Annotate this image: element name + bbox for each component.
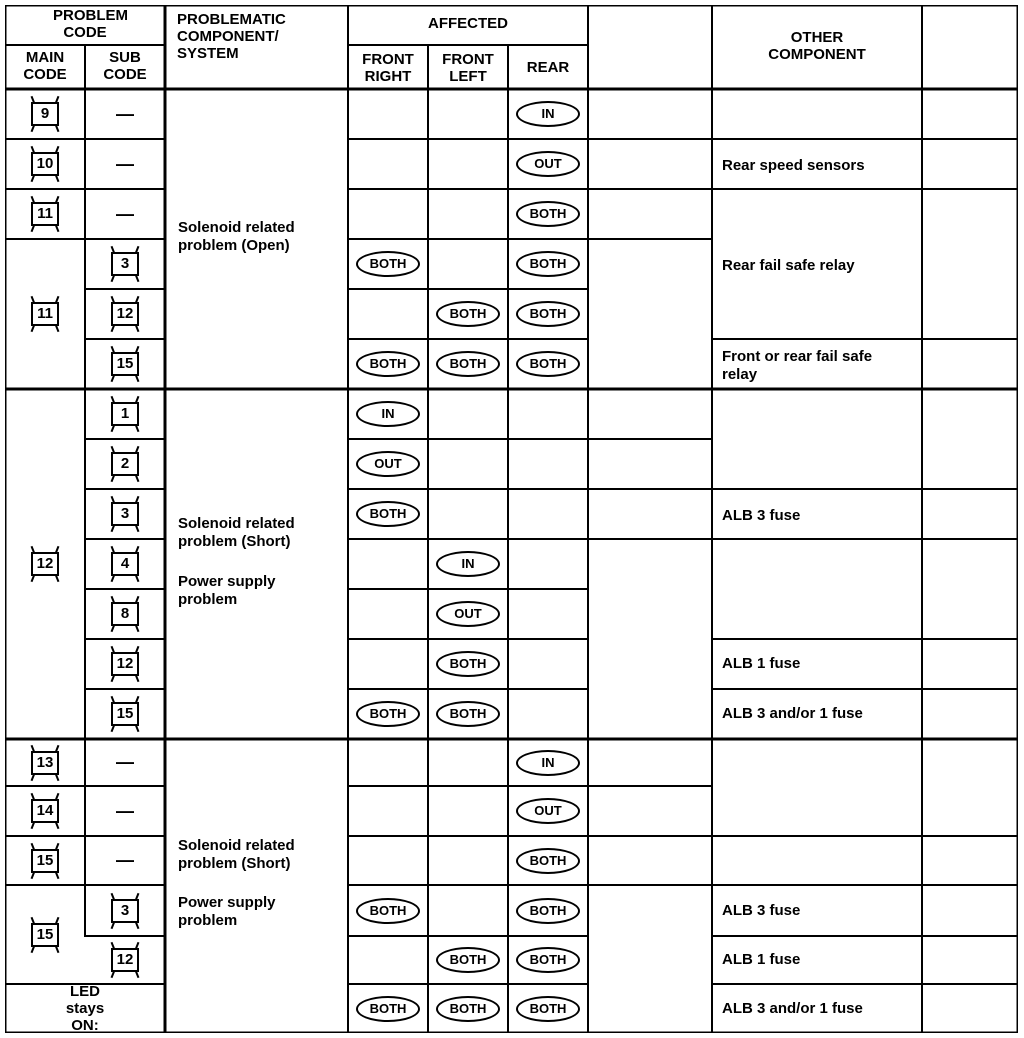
affected-cell-fl xyxy=(428,489,508,539)
affected-cell-rear xyxy=(508,89,588,139)
affected-cell-fl xyxy=(428,539,508,589)
affected-cell-fr xyxy=(348,539,428,589)
main-code-icon xyxy=(31,302,59,326)
problem-code-header: PROBLEM CODE xyxy=(53,7,128,41)
affected-cell-rear xyxy=(508,836,588,885)
other-component-header: OTHER COMPONENT xyxy=(768,29,866,63)
affected-cell-rear xyxy=(508,539,588,589)
main-code-cell xyxy=(5,89,85,139)
solenoid-both-badge: BOTH xyxy=(436,651,500,677)
other-alb3-fuse: ALB 3 fuse xyxy=(722,901,801,919)
sub-code-icon-number: 3 xyxy=(120,901,130,919)
sub-code-icon xyxy=(111,602,139,626)
affected-cell-rear xyxy=(508,439,588,489)
sub-code-icon-number: 1 xyxy=(120,405,130,422)
affected-cell-fr xyxy=(348,589,428,639)
affected-cell-fl xyxy=(428,589,508,639)
main-code-cell xyxy=(5,189,85,239)
rear-header: REAR xyxy=(526,59,570,76)
affected-cell-rear xyxy=(508,189,588,239)
sub-code-cell: — xyxy=(116,752,134,772)
affected-cell-rear xyxy=(508,936,588,984)
sub-code-cell: — xyxy=(116,153,134,174)
affected-cell-rear xyxy=(508,885,588,936)
affected-cell-fr xyxy=(348,89,428,139)
sub-code-cell xyxy=(85,389,165,439)
sub-code-icon xyxy=(111,502,139,526)
affected-cell-rear xyxy=(508,786,588,836)
affected-cell-fr xyxy=(348,189,428,239)
solenoid-both-badge: BOTH xyxy=(516,301,580,327)
sub-code-cell xyxy=(85,489,165,539)
affected-cell-rear xyxy=(508,489,588,539)
affected-cell-fl xyxy=(428,639,508,689)
solenoid-out-badge: OUT xyxy=(516,798,580,824)
solenoid-both-badge: BOTH xyxy=(516,351,580,377)
main-code-icon-number: 13 xyxy=(36,753,54,771)
affected-cell-fr xyxy=(348,984,428,1033)
sub-code-cell xyxy=(85,885,165,936)
affected-cell-fr xyxy=(348,389,428,439)
sub-code-cell xyxy=(85,289,165,339)
main-code-icon-number: 11 xyxy=(37,305,53,322)
solenoid-out-badge: OUT xyxy=(516,151,580,177)
sub-code-cell: — xyxy=(116,800,134,821)
sub-code-cell xyxy=(85,589,165,639)
sub-code-cell xyxy=(85,339,165,389)
affected-cell-fl xyxy=(428,885,508,936)
main-code-icon-number: 11 xyxy=(37,205,53,222)
main-code-icon xyxy=(31,202,59,226)
solenoid-both-badge: BOTH xyxy=(356,251,420,277)
sub-code-icon xyxy=(111,899,139,923)
affected-cell-rear xyxy=(508,589,588,639)
sub-code-icon-number: 3 xyxy=(120,505,130,522)
affected-cell-rear xyxy=(508,639,588,689)
affected-cell-fr xyxy=(348,836,428,885)
sub-code-icon-number: 15 xyxy=(116,355,134,372)
affected-cell-fr xyxy=(348,289,428,339)
affected-cell-fl xyxy=(428,984,508,1033)
affected-cell-fr xyxy=(348,639,428,689)
affected-cell-fl xyxy=(428,936,508,984)
affected-cell-fr xyxy=(348,139,428,189)
other-alb1-fuse: ALB 1 fuse xyxy=(722,655,801,672)
solenoid-both-badge: BOTH xyxy=(516,898,580,924)
affected-cell-fl xyxy=(428,836,508,885)
solenoid-out-badge: OUT xyxy=(436,601,500,627)
sub-code-icon xyxy=(111,948,139,972)
sub-code-cell xyxy=(85,936,165,984)
sub-code-cell xyxy=(85,239,165,289)
other-alb3-fuse: ALB 3 fuse xyxy=(722,507,801,524)
affected-cell-rear xyxy=(508,389,588,439)
component-power-a: Power supply problem xyxy=(178,573,276,608)
other-alb3-or1-fuse: ALB 3 and/or 1 fuse xyxy=(722,705,863,722)
main-code-icon-number: 10 xyxy=(36,155,54,172)
affected-cell-rear xyxy=(508,689,588,739)
component-open: Solenoid related problem (Open) xyxy=(178,219,295,254)
sub-code-icon xyxy=(111,452,139,476)
affected-cell-rear xyxy=(508,239,588,289)
affected-cell-fl xyxy=(428,289,508,339)
affected-cell-rear xyxy=(508,289,588,339)
affected-header: AFFECTED xyxy=(428,15,508,32)
sub-code-icon-number: 8 xyxy=(120,605,130,622)
main-code-icon xyxy=(31,923,59,947)
main-code-icon xyxy=(31,849,59,873)
affected-cell-rear xyxy=(508,139,588,189)
affected-cell-fl xyxy=(428,689,508,739)
main-code-icon-number: 15 xyxy=(36,925,54,943)
sub-code-icon xyxy=(111,252,139,276)
main-code-cell xyxy=(5,739,85,786)
front-left-header: FRONT LEFT xyxy=(442,51,494,85)
affected-cell-fl xyxy=(428,239,508,289)
sub-code-icon xyxy=(111,552,139,576)
affected-cell-fr xyxy=(348,439,428,489)
main-code-icon xyxy=(31,751,59,775)
affected-cell-fr xyxy=(348,339,428,389)
component-power-b: Power supply problem xyxy=(178,894,276,929)
affected-cell-fr xyxy=(348,885,428,936)
component-short-b: Solenoid related problem (Short) xyxy=(178,837,295,872)
sub-code-header: SUB CODE xyxy=(103,49,147,83)
front-right-header: FRONT RIGHT xyxy=(362,51,414,85)
main-code-icon-number: 9 xyxy=(40,105,50,122)
main-code-cell xyxy=(5,389,85,739)
solenoid-in-badge: IN xyxy=(516,101,580,127)
solenoid-both-badge: BOTH xyxy=(436,701,500,727)
sub-code-cell: — xyxy=(116,850,134,870)
sub-code-icon xyxy=(111,302,139,326)
sub-code-icon-number: 12 xyxy=(116,655,134,672)
solenoid-both-badge: BOTH xyxy=(356,996,420,1022)
solenoid-both-badge: BOTH xyxy=(516,947,580,973)
solenoid-both-badge: BOTH xyxy=(356,701,420,727)
affected-cell-fr xyxy=(348,936,428,984)
main-code-cell xyxy=(5,885,85,984)
sub-code-icon-number: 4 xyxy=(120,555,130,572)
sub-code-cell xyxy=(85,639,165,689)
solenoid-both-badge: BOTH xyxy=(436,301,500,327)
component-header: PROBLEMATIC COMPONENT/ SYSTEM xyxy=(177,11,286,62)
solenoid-both-badge: BOTH xyxy=(356,501,420,527)
solenoid-out-badge: OUT xyxy=(356,451,420,477)
sub-code-cell: — xyxy=(116,103,134,124)
main-code-icon xyxy=(31,102,59,126)
affected-cell-fl xyxy=(428,339,508,389)
main-code-cell xyxy=(5,836,85,885)
main-code-icon xyxy=(31,552,59,576)
solenoid-both-badge: BOTH xyxy=(356,351,420,377)
sub-code-icon xyxy=(111,352,139,376)
other-alb3-or1-fuse: ALB 3 and/or 1 fuse xyxy=(722,999,863,1017)
main-code-icon xyxy=(31,152,59,176)
main-code-cell xyxy=(5,786,85,836)
affected-cell-fr xyxy=(348,239,428,289)
affected-cell-fr xyxy=(348,489,428,539)
other-alb1-fuse: ALB 1 fuse xyxy=(722,951,801,968)
main-code-icon-number: 15 xyxy=(36,851,54,869)
sub-code-icon-number: 2 xyxy=(120,455,130,472)
sub-code-icon-number: 3 xyxy=(120,255,130,272)
led-stays-on-label xyxy=(5,984,165,1033)
sub-code-icon-number: 15 xyxy=(116,705,134,722)
affected-cell-fl xyxy=(428,189,508,239)
sub-code-cell xyxy=(85,539,165,589)
solenoid-both-badge: BOTH xyxy=(516,251,580,277)
main-code-cell xyxy=(5,139,85,189)
main-code-cell xyxy=(5,239,85,389)
solenoid-both-badge: BOTH xyxy=(436,996,500,1022)
sub-code-cell: — xyxy=(116,203,134,224)
affected-cell-rear xyxy=(508,339,588,389)
solenoid-both-badge: BOTH xyxy=(436,947,500,973)
main-code-icon xyxy=(31,799,59,823)
led-stays-on-text: LED stays ON: xyxy=(65,983,105,1034)
affected-cell-fl xyxy=(428,89,508,139)
solenoid-both-badge: BOTH xyxy=(436,351,500,377)
solenoid-in-badge: IN xyxy=(436,551,500,577)
solenoid-both-badge: BOTH xyxy=(356,898,420,924)
main-code-icon-number: 14 xyxy=(36,802,54,819)
other-rear-speed-sensors: Rear speed sensors xyxy=(722,157,865,174)
sub-code-cell xyxy=(85,439,165,489)
sub-code-icon xyxy=(111,402,139,426)
main-code-icon-number: 12 xyxy=(36,555,54,572)
affected-cell-fr xyxy=(348,689,428,739)
affected-cell-fl xyxy=(428,389,508,439)
sub-code-icon-number: 12 xyxy=(116,951,134,968)
affected-cell-fl xyxy=(428,739,508,786)
affected-cell-fl xyxy=(428,786,508,836)
solenoid-both-badge: BOTH xyxy=(516,996,580,1022)
sub-code-cell xyxy=(85,689,165,739)
affected-cell-rear xyxy=(508,739,588,786)
sub-code-icon-number: 12 xyxy=(116,305,134,322)
affected-cell-fl xyxy=(428,439,508,489)
diagnostic-code-table xyxy=(5,5,1018,1033)
main-code-header: MAIN CODE xyxy=(23,49,67,83)
solenoid-in-badge: IN xyxy=(356,401,420,427)
affected-cell-fl xyxy=(428,139,508,189)
solenoid-both-badge: BOTH xyxy=(516,848,580,874)
component-short-a: Solenoid related problem (Short) xyxy=(178,515,295,550)
sub-code-icon xyxy=(111,702,139,726)
affected-cell-fr xyxy=(348,786,428,836)
sub-code-icon xyxy=(111,652,139,676)
solenoid-both-badge: BOTH xyxy=(516,201,580,227)
affected-cell-rear xyxy=(508,984,588,1033)
other-front-or-rear-relay: Front or rear fail safe relay xyxy=(722,348,873,383)
other-rear-fail-safe-relay: Rear fail safe relay xyxy=(722,257,855,274)
solenoid-in-badge: IN xyxy=(516,750,580,776)
affected-cell-fr xyxy=(348,739,428,786)
